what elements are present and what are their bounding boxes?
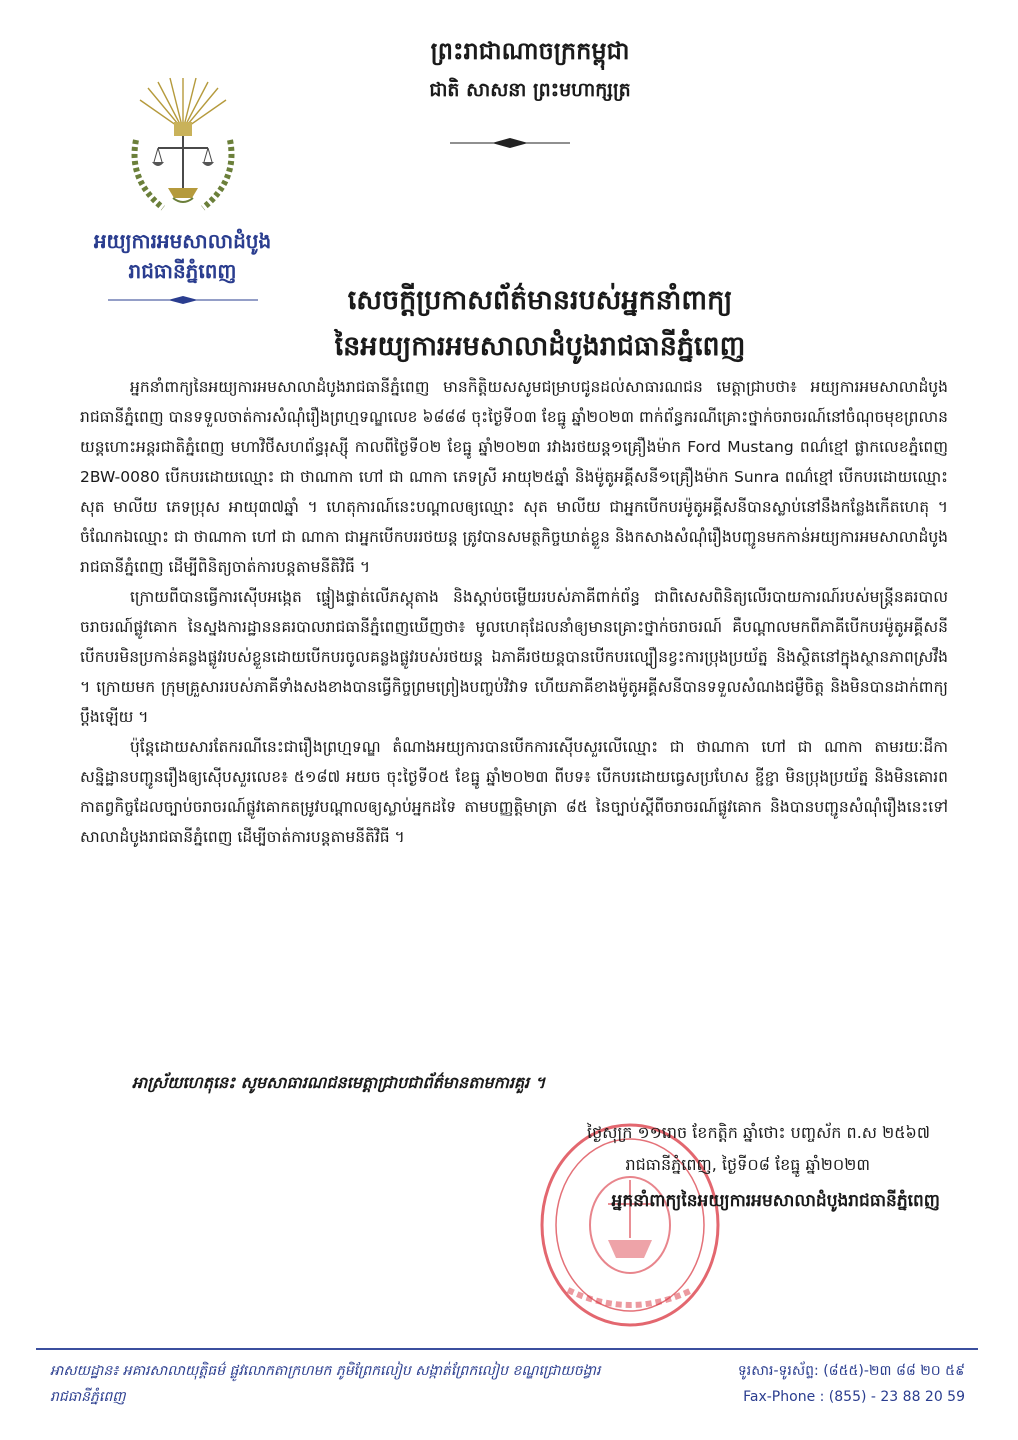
paragraph-1: អ្នកនាំពាក្យនៃអយ្យការអមសាលាដំបូងរាជធានីភ្នំពេញ មានកិត្តិយសសូមជម្រាបជូនដល់សាធារណជន មេត្តាជ្រាបថា៖ អយ្យការអមសាលាដំបូងរាជធានីភ្នំពេញ បានទទួលចាត់ការសំណុំរឿងព្រហ្មទណ្ឌលេខ ៦៨៨៨ ចុះថ្ងៃទី០៣ ខែធ្នូ ឆ្នាំ២០២៣ ពាក់ព័ន្ធករណីគ្រោះថ្នាក់ចរាចរណ៍នៅចំណុចមុខព្រលានយន្តហោះអន្តរជាតិភ្នំពេញ មហាវិថីសហព័ន្ធរុស្ស៊ី កាលពីថ្ងៃទី០២ ខែធ្នូ ឆ្នាំ២០២៣ រវាងរថយន្ត១គ្រឿងម៉ាក Ford Mustang ពណ៌ខ្មៅ ផ្លាកលេខភ្នំពេញ 2BW-0080 បើកបរដោយឈ្មោះ ជា ថាណាកា ហៅ ជា ណាកា ភេទស្រី អាយុ២៥ឆ្នាំ និងម៉ូតូអគ្គីសនី១គ្រឿងម៉ាក Sunra ពណ៌ខ្មៅ បើកបរដោយឈ្មោះ សុត មាលីយ ភេទប្រុស អាយុ៣៧ឆ្នាំ ។ ហេតុការណ៍នេះបណ្ដាលឲ្យឈ្មោះ សុត មាលីយ ជាអ្នកបើកបរម៉ូតូអគ្គីសនីបានស្លាប់នៅនឹងកន្លែងកើតហេតុ ។ ចំណែកឯឈ្មោះ ជា ថាណាកា ហៅ ជា ណាកា ជាអ្នកបើកបររថយន្ត ត្រូវបានសមត្ថកិច្ចឃាត់ខ្លួន និងកសាងសំណុំរឿងបញ្ជូនមកកាន់អយ្យការអមសាលាដំបូងរាជធានីភ្នំពេញ ដើម្បីពិនិត្យចាត់ការបន្តតាមនីតិវិធី ។: [80, 378, 948, 576]
office-name: [60, 226, 305, 286]
header-divider: [450, 138, 570, 148]
statement-body: [80, 372, 948, 856]
signer-title: អ្នកនាំពាក្យនៃអយ្យការអមសាលាដំបូងរាជធានីភ្នំពេញ: [611, 1191, 940, 1211]
closing-line: អាស្រ័យហេតុនេះ សូមសាធារណជនមេត្តាជ្រាបជាព័ត៌មានតាមការគួរ ។: [132, 1073, 546, 1092]
footer-address: អាសយដ្ឋាន៖ អគារសាលាយុត្តិធម៌ ផ្លូវលោកតាក្រហមក ភូមិព្រែកលៀប សង្កាត់ព្រែកលៀប ខណ្ឌជ្រោយចង្វារ រាជធានីភ្នំពេញ: [50, 1363, 601, 1405]
footer-contact: [640, 1358, 965, 1410]
title-line2: នៃអយ្យការអមសាលាដំបូងរាជធានីភ្នំពេញ: [334, 331, 746, 362]
office-name-line1: អយ្យការអមសាលាដំបូង: [93, 229, 272, 253]
place-date: រាជធានីភ្នំពេញ, ថ្ងៃទី០៨ ខែធ្នូ ឆ្នាំ២០២៣: [625, 1155, 870, 1174]
paragraph-2: ក្រោយពីបានធ្វើការស៊ើបអង្កេត ផ្ទៀងផ្ទាត់លើភស្តុតាង និងស្ដាប់ចម្លើយរបស់ភាគីពាក់ព័ន្ធ ជាពិសេសពិនិត្យលើរបាយការណ៍របស់មន្ត្រីនគរបាលចរាចរណ៍ផ្លូវគោក នៃស្នងការដ្ឋាននគរបាលរាជធានីភ្នំពេញឃើញថា៖ មូលហេតុដែលនាំឲ្យមានគ្រោះថ្នាក់ចរាចរណ៍ គឺបណ្ដាលមកពីភាគីបើកបរម៉ូតូអគ្គីសនីបើកបរមិនប្រកាន់គន្លងផ្លូវរបស់ខ្លួនដោយបើកបរចូលគន្លងផ្លូវរបស់រថយន្ត ឯភាគីរថយន្តបានបើកបរល្បឿនខ្វះការប្រុងប្រយ័ត្ន និងស្ថិតនៅក្នុងស្ថានភាពស្រវឹង ។ ក្រោយមក ក្រុមគ្រួសាររបស់ភាគីទាំងសងខាងបានធ្វើកិច្ចព្រមព្រៀងបញ្ចប់វិវាទ ហើយភាគីខាងម៉ូតូអគ្គីសនីបានទទួលសំណងជម្ងឺចិត្ត និងមិនបានដាក់ពាក្យប្ដឹងឡើយ ។: [80, 588, 948, 726]
paragraph-3: ប៉ុន្តែដោយសារតែករណីនេះជារឿងព្រហ្មទណ្ឌ តំណាងអយ្យការបានបើកការស៊ើបសួរលើឈ្មោះ ជា ថាណាកា ហៅ ជា ណាកា តាមរយៈដីកាសន្និដ្ឋានបញ្ជូនរឿងឲ្យស៊ើបសួរលេខ៖ ៥១៨៧ អយច ចុះថ្ងៃទី០៥ ខែធ្នូ ឆ្នាំ២០២៣ ពីបទ៖ បើកបរដោយធ្វេសប្រហែស ខ្ជីខ្ជា មិនប្រុងប្រយ័ត្ន និងមិនគោរពកាតព្វកិច្ចដែលច្បាប់ចរាចរណ៍ផ្លូវគោកតម្រូវបណ្ដាលឲ្យស្លាប់អ្នកដទៃ តាមបញ្ញត្តិមាត្រា ៨៥ នៃច្បាប់ស្ដីពីចរាចរណ៍ផ្លូវគោក និងបានបញ្ជូនសំណុំរឿងនេះទៅសាលាដំបូងរាជធានីភ្នំពេញ ដើម្បីចាត់ការបន្តតាមនីតិវិធី ។: [80, 738, 948, 846]
footer-phone-khmer: ទូរសារ-ទូរស័ព្ទ: (៨៥៥)-២៣ ៨៨ ២០ ៥៩: [737, 1363, 965, 1379]
national-motto: ជាតិ សាសនា ព្រះមហាក្សត្រ: [429, 79, 631, 101]
footer-fax-phone: Fax-Phone : (855) - 23 88 20 59: [743, 1389, 965, 1405]
office-name-line2: រាជធានីភ្នំពេញ: [128, 259, 237, 283]
title-line1: សេចក្ដីប្រកាសព័ត៌មានរបស់អ្នកនាំពាក្យ: [347, 285, 733, 316]
kingdom-heading: ព្រះរាជាណាចក្រកម្ពុជា: [430, 37, 630, 65]
document-title: [160, 278, 920, 370]
footer-divider: [36, 1348, 978, 1350]
lunar-date: ថ្ងៃសុក្រ ១១រោច ខែកត្តិក ឆ្នាំថោះ បញ្ចស័ក ព.ស ២៥៦៧: [587, 1123, 930, 1142]
court-emblem-logo: [118, 70, 248, 220]
